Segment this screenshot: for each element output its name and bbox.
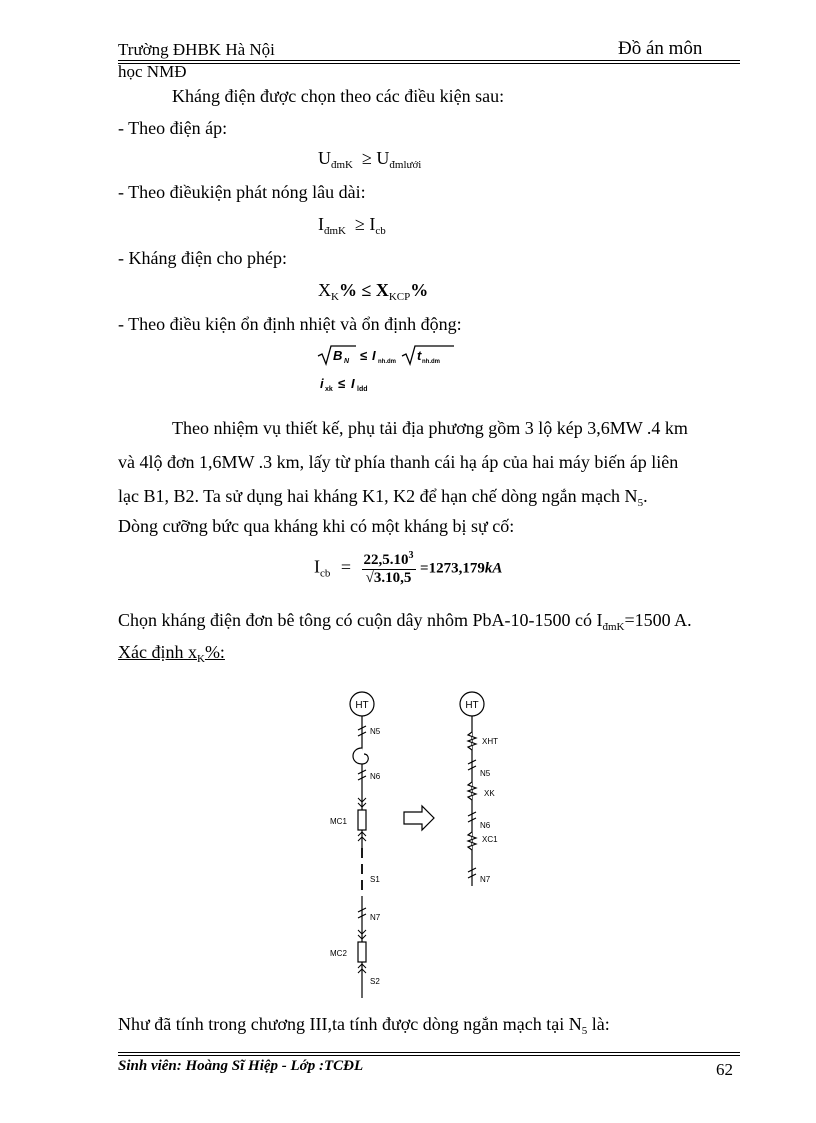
circuit-diagram — [320, 686, 520, 1006]
paragraph-3: Chọn kháng điện đơn bê tông có cuộn dây nhôm PbA-10-1500 có $I_{đmK}=1500$ A. — [118, 610, 692, 633]
left-s2-label: S2 — [370, 977, 380, 986]
right-source-label: HT — [465, 700, 479, 711]
formula-stability — [316, 342, 476, 398]
svg-text:nh.dm: nh.dm — [422, 359, 440, 365]
right-xc1-label: XC1 — [482, 835, 498, 844]
left-circuit — [330, 692, 381, 998]
svg-text:xk: xk — [325, 386, 333, 393]
left-n7-label: N7 — [370, 913, 381, 922]
svg-text:t: t — [417, 348, 422, 363]
condition-heating: - Theo điềukiện phát nóng lâu dài: — [118, 182, 366, 202]
paragraph-2: Dòng cưỡng bức qua kháng khi có một kháng bị sự cố: — [118, 516, 515, 536]
paragraph-1-line-2: và 4lộ đơn 1,6MW .3 km, lấy từ phía thanh cái hạ áp của hai máy biến áp liên — [118, 452, 679, 472]
formula-voltage: $U_{đmK} \ge U_{đmlưới}$ — [318, 148, 422, 171]
left-source-label: HT — [355, 700, 369, 711]
header-continuation: học NMĐ — [118, 62, 187, 81]
svg-text:ldd: ldd — [357, 386, 368, 393]
breaker-mc1 — [358, 810, 366, 830]
right-xk-label: XK — [484, 789, 495, 798]
paragraph-4: Như đã tính trong chương III,ta tính được dòng ngắn mạch tại $N_5$ là: — [118, 1014, 610, 1037]
page-number: 62 — [716, 1060, 733, 1079]
formula-current: $I_{đmK} \ge I_{cb}$ — [318, 214, 386, 237]
header-rule-2 — [118, 63, 740, 64]
condition-voltage: - Theo điện áp: — [118, 118, 228, 138]
svg-text:I: I — [351, 376, 355, 391]
paragraph-1-line-1: Theo nhiệm vụ thiết kế, phụ tải địa phương gồm 3 lộ kép 3,6MW .4 km — [172, 418, 688, 438]
svg-text:nh.dm: nh.dm — [378, 359, 396, 365]
right-n5-label: N5 — [480, 769, 491, 778]
formula-reactance: $X_K\% \le X_{KCP}\%$ — [318, 280, 429, 303]
svg-text:i: i — [320, 376, 324, 391]
svg-text:B: B — [333, 348, 343, 363]
left-s1-label: S1 — [370, 875, 380, 884]
left-mc1-label: MC1 — [330, 817, 347, 826]
section-heading: Xác định $x_K\%$: — [118, 642, 225, 665]
formula-icb: $I_{cb}$ = $\frac{22,5.10^3}{√3.10,5}$ =1273,179kA — [314, 550, 503, 586]
reactor-symbol — [353, 748, 368, 764]
header-course: Đồ án môn — [618, 38, 703, 59]
breaker-mc2 — [358, 942, 366, 962]
header-rule-1 — [118, 60, 740, 61]
footer-student: Sinh viên: Hoàng Sĩ Hiệp - Lớp :TCĐL — [118, 1058, 364, 1074]
right-n7-label: N7 — [480, 875, 491, 884]
left-n6-label: N6 — [370, 772, 381, 781]
header-school: Trường ĐHBK Hà Nội — [118, 40, 275, 59]
arrow-icon — [404, 806, 434, 830]
footer-rule-2 — [118, 1055, 740, 1056]
svg-text:N: N — [344, 358, 350, 365]
right-n6-label: N6 — [480, 821, 491, 830]
right-circuit — [460, 692, 498, 886]
svg-text:I: I — [372, 348, 376, 363]
condition-stability: - Theo điều kiện ổn định nhiệt và ổn định động: — [118, 314, 462, 334]
footer-rule-1 — [118, 1052, 740, 1053]
intro-text: Kháng điện được chọn theo các điều kiện sau: — [172, 86, 505, 106]
svg-text:≤: ≤ — [360, 348, 368, 363]
left-n5-label: N5 — [370, 727, 381, 736]
svg-text:≤: ≤ — [338, 376, 346, 391]
paragraph-1-line-3: lạc B1, B2. Ta sử dụng hai kháng K1, K2 để hạn chế dòng ngắn mạch $N_5$. — [118, 486, 648, 509]
condition-reactance: - Kháng điện cho phép: — [118, 248, 287, 268]
left-mc2-label: MC2 — [330, 949, 347, 958]
right-xht-label: XHT — [482, 737, 498, 746]
